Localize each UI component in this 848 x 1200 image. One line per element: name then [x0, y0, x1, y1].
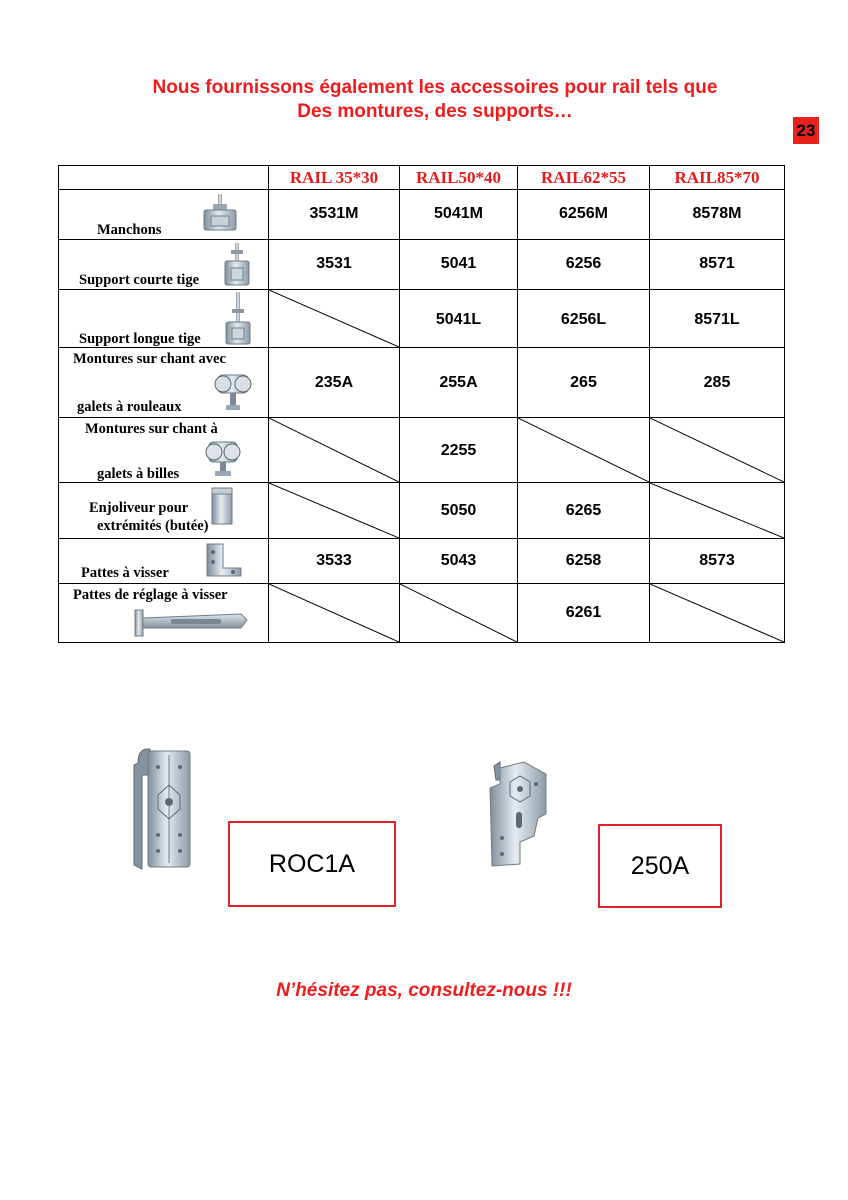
code-cell: [269, 348, 400, 418]
column-header-rail-50-40: RAIL50*40: [400, 166, 518, 190]
code-cell: [518, 483, 650, 539]
page-headline: [60, 76, 810, 124]
code-value: 5041M: [434, 205, 483, 222]
code-cell: [269, 240, 400, 290]
row-label-cell: [59, 348, 269, 418]
row-label-line-2: galets à rouleaux: [77, 399, 182, 415]
table-row-manchons: [59, 190, 785, 240]
adjustable-bracket-icon: [131, 602, 253, 640]
code-value: 5043: [440, 552, 477, 569]
code-value: 8578M: [692, 205, 742, 222]
empty-cell: [650, 483, 785, 539]
code-cell: [650, 290, 785, 348]
code-value: 3531: [316, 255, 352, 272]
row-label: Pattes à visser: [81, 565, 169, 581]
row-label-line-1: Enjoliveur pour: [89, 500, 189, 516]
row-label: Support courte tige: [79, 272, 200, 288]
column-header-rail-85-70: RAIL85*70: [650, 166, 785, 190]
unavailable-diagonal: [650, 483, 784, 538]
code-value: 5050: [440, 502, 477, 519]
unavailable-diagonal: [269, 584, 399, 642]
unavailable-diagonal: [269, 483, 399, 538]
code-value: 6265: [565, 502, 602, 519]
code-cell: [518, 348, 650, 418]
code-cell: [400, 483, 518, 539]
250a-plate-icon: [480, 758, 552, 870]
closing-call-to-action: N’hésitez pas, consultez-nous !!!: [276, 980, 572, 1001]
code-value: 3533: [316, 552, 352, 569]
row-label-cell: [59, 418, 269, 483]
table-row-montures-billes: [59, 418, 785, 483]
code-cell: [269, 190, 400, 240]
headline-line-1: Nous fournissons également les accessoires pour rail tels que: [152, 77, 718, 98]
code-value: 8573: [699, 552, 735, 569]
unavailable-diagonal: [650, 584, 784, 642]
code-value: 285: [703, 374, 731, 391]
code-cell: [400, 240, 518, 290]
empty-cell: [400, 584, 518, 643]
row-label-cell: [59, 483, 269, 539]
ball-carriage-icon: [201, 436, 245, 480]
table-row-pattes-a-visser: [59, 539, 785, 584]
row-label-cell: [59, 539, 269, 584]
code-cell: [518, 539, 650, 584]
product-code-roc1a: ROC1A: [228, 821, 396, 907]
code-cell: [650, 190, 785, 240]
header-empty-cell: [59, 166, 269, 190]
table-row-montures-rouleaux: [59, 348, 785, 418]
unavailable-diagonal: [269, 290, 399, 347]
table-row-support-longue-tige: [59, 290, 785, 348]
code-cell: [518, 290, 650, 348]
row-label-cell: [59, 190, 269, 240]
empty-cell: [518, 418, 650, 483]
long-rod-support-icon: [222, 291, 254, 347]
table-row-pattes-de-reglage: [59, 584, 785, 643]
code-value: 6256: [565, 255, 602, 272]
code-cell: [400, 539, 518, 584]
code-value: 8571: [699, 255, 735, 272]
headline-line-2: Des montures, des supports…: [297, 101, 573, 122]
row-label-line-1: Montures sur chant avec: [73, 351, 226, 367]
column-header-rail-62-55: RAIL62*55: [518, 166, 650, 190]
code-value: 3531M: [309, 205, 359, 222]
row-label-line-1: Montures sur chant à: [85, 421, 218, 437]
end-cap-icon: [209, 485, 237, 529]
table-row-support-courte-tige: [59, 240, 785, 290]
unavailable-diagonal: [650, 418, 784, 482]
code-value: 5041: [440, 255, 477, 272]
empty-cell: [269, 483, 400, 539]
code-cell: [650, 348, 785, 418]
screw-bracket-icon: [201, 542, 245, 582]
code-value: 6256L: [560, 311, 607, 328]
code-cell: [400, 190, 518, 240]
roc1a-bracket-icon: [128, 745, 194, 873]
code-cell: [650, 539, 785, 584]
unavailable-diagonal: [518, 418, 649, 482]
code-value: 5041L: [435, 311, 482, 328]
empty-cell: [269, 584, 400, 643]
accessories-table: [58, 165, 785, 643]
code-value: 255A: [439, 374, 478, 391]
unavailable-diagonal: [400, 584, 517, 642]
code-value: 6258: [565, 552, 602, 569]
row-label: Manchons: [97, 222, 162, 238]
empty-cell: [650, 584, 785, 643]
code-cell: [400, 418, 518, 483]
sleeve-connector-icon: [201, 192, 239, 236]
code-cell: [400, 348, 518, 418]
code-value: 235A: [314, 374, 354, 391]
short-rod-support-icon: [221, 242, 253, 288]
row-label-line-2: galets à billes: [97, 466, 180, 482]
roller-carriage-icon: [211, 367, 255, 413]
code-value: 6256M: [559, 205, 608, 222]
column-header-rail-35-30: RAIL 35*30: [269, 166, 400, 190]
code-value: 2255: [440, 442, 477, 459]
code-cell: [400, 290, 518, 348]
code-value: 265: [570, 374, 597, 391]
row-label: Pattes de réglage à visser: [73, 587, 228, 603]
code-cell: [518, 240, 650, 290]
table-header-row: [59, 166, 785, 190]
code-cell: [650, 240, 785, 290]
empty-cell: [269, 290, 400, 348]
code-cell: [269, 539, 400, 584]
product-code-250a: 250A: [598, 824, 722, 908]
row-label-line-2: extrémités (butée): [97, 518, 209, 534]
empty-cell: [269, 418, 400, 483]
empty-cell: [650, 418, 785, 483]
table-row-enjoliveur: [59, 483, 785, 539]
row-label-cell: [59, 240, 269, 290]
unavailable-diagonal: [269, 418, 399, 482]
code-value: 8571L: [694, 311, 740, 328]
code-value: 6261: [565, 604, 602, 621]
code-cell: [518, 190, 650, 240]
row-label-cell: [59, 290, 269, 348]
row-label-cell: [59, 584, 269, 643]
row-label: Support longue tige: [79, 331, 201, 347]
page-number-badge: 23: [793, 117, 819, 144]
code-cell: [518, 584, 650, 643]
